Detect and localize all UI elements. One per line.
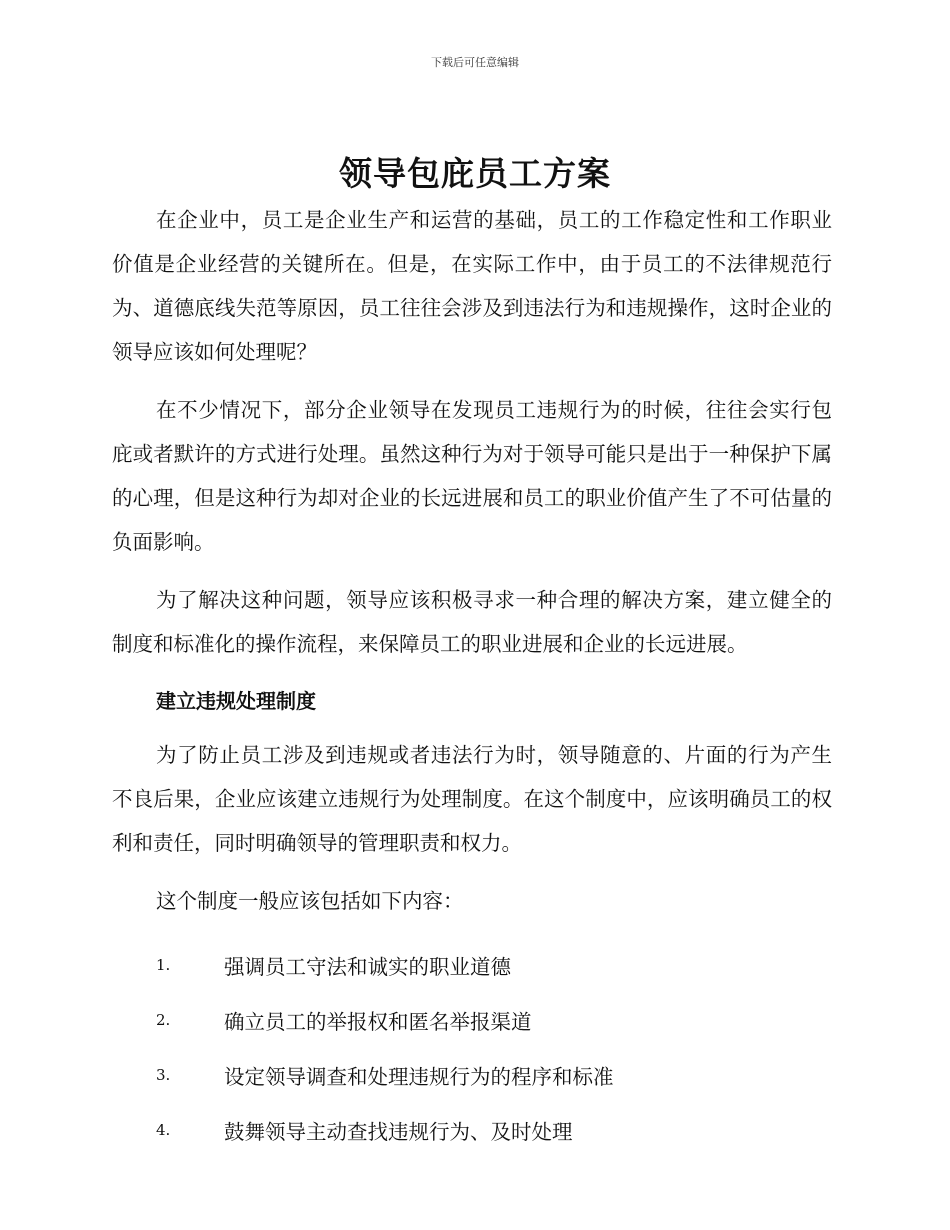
numbered-list — [112, 937, 832, 1157]
header-note: 下载后可任意编辑 — [431, 56, 519, 69]
document-title: 领导包庇员工方案 — [339, 154, 611, 193]
list-item-number: 2. — [156, 1010, 171, 1029]
list-item-text: 确立员工的举报权和匿名举报渠道 — [224, 1009, 532, 1034]
document-body — [112, 198, 832, 1157]
paragraph-intro-3: 为了解决这种问题，领导应该积极寻求一种合理的解决方案，建立健全的制度和标准化的操作流程，来保障员工的职业进展和企业的长远进展。 — [112, 588, 832, 656]
list-item-text: 设定领导调查和处理违规行为的程序和标准 — [224, 1064, 614, 1089]
paragraph-intro-1: 在企业中，员工是企业生产和运营的基础，员工的工作稳定性和工作职业价值是企业经营的关键所在。但是，在实际工作中，由于员工的不法律规范行为、道德底线失范等原因，员工往往会涉及到违法行为和违规操作，这时企业的领导应该如何处理呢？ — [112, 208, 832, 364]
list-item-text: 强调员工守法和诚实的职业道德 — [224, 954, 511, 979]
paragraph-intro-2: 在不少情况下，部分企业领导在发现员工违规行为的时候，往往会实行包庇或者默许的方式进行处理。虽然这种行为对于领导可能只是出于一种保护下属的心理，但是这种行为却对企业的长远进展和员工的职业价值产生了不可估量的负面影响。 — [112, 398, 832, 554]
paragraph-section-1: 为了防止员工涉及到违规或者违法行为时，领导随意的、片面的行为产生不良后果，企业应该建立违规行为处理制度。在这个制度中，应该明确员工的权利和责任，同时明确领导的管理职责和权力。 — [112, 743, 832, 855]
list-item — [112, 937, 832, 992]
list-item — [112, 992, 832, 1047]
list-item-number: 1. — [156, 955, 171, 974]
section-heading: 建立违规处理制度 — [156, 689, 316, 713]
list-item-text: 鼓舞领导主动查找违规行为、及时处理 — [224, 1119, 573, 1144]
list-item-number: 4. — [156, 1120, 171, 1139]
list-item — [112, 1102, 832, 1157]
list-item-number: 3. — [156, 1065, 171, 1084]
paragraph-section-2: 这个制度一般应该包括如下内容： — [156, 889, 464, 913]
list-item — [112, 1047, 832, 1102]
